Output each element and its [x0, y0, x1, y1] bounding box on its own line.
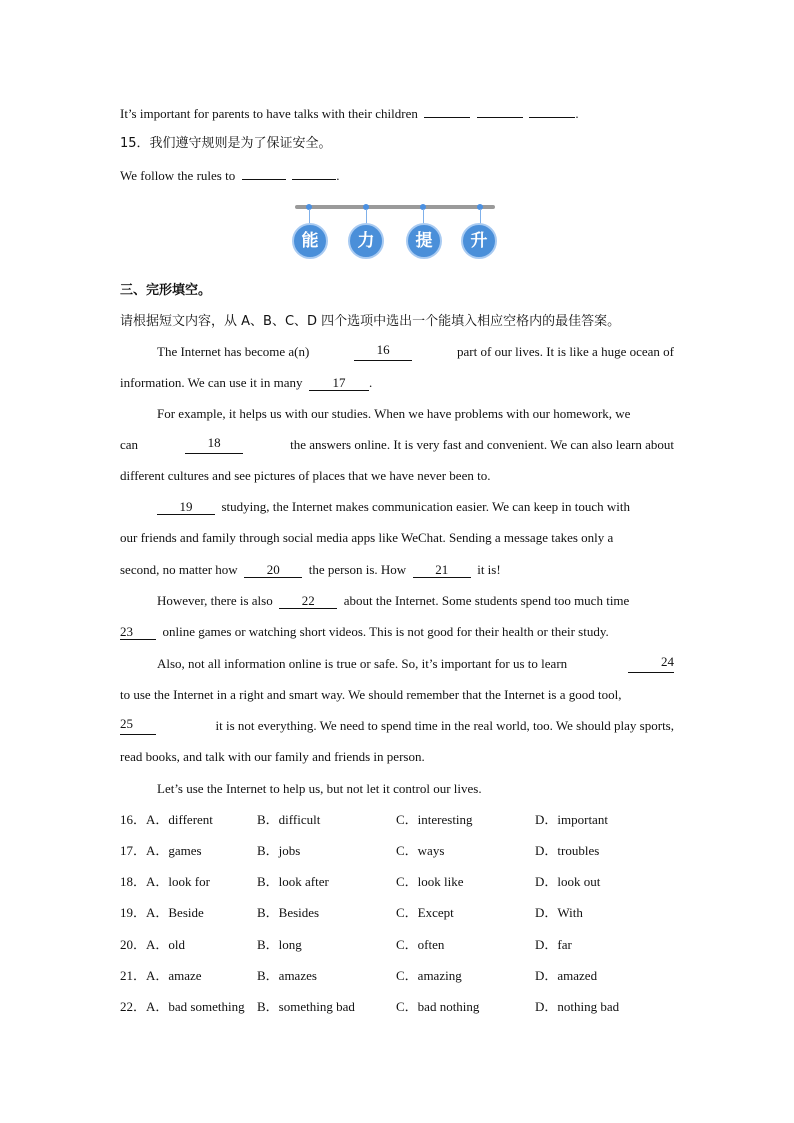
- passage-text: it is not everything. We need to spend time in the real world, too. We should play sports,: [215, 718, 674, 733]
- option-a: A．old: [146, 937, 186, 952]
- answer-blank: [292, 166, 336, 180]
- passage-line: [157, 343, 674, 361]
- option-a: A．look for: [146, 874, 210, 889]
- option-row: [120, 967, 680, 985]
- blank-21: 21: [413, 563, 471, 578]
- passage-text: part of our lives. It is like a huge ocean of: [457, 344, 674, 359]
- option-b: B．jobs: [257, 843, 301, 858]
- answer-blank: [242, 166, 286, 180]
- option-row: [120, 904, 680, 922]
- passage-text: The Internet has become a(n): [157, 344, 310, 359]
- option-b: B．difficult: [257, 812, 321, 827]
- option-d: D．look out: [535, 874, 601, 889]
- passage-text: Also, not all information online is true or safe. So, it’s important for us to learn: [157, 656, 568, 671]
- answer-blank: [477, 104, 523, 118]
- passage-line: Let’s use the Internet to help us, but not let it control our lives.: [157, 781, 482, 796]
- passage-line: read books, and talk with our family and friends in person.: [120, 749, 425, 764]
- blank-17: 17: [309, 376, 369, 391]
- passage-text: second, no matter how: [120, 562, 238, 577]
- passage-text: it is!: [477, 562, 501, 577]
- passage-text: studying, the Internet makes communication easier. We can keep in touch with: [221, 499, 630, 514]
- ability-banner: [295, 203, 497, 263]
- option-b: B．amazes: [257, 968, 317, 983]
- option-c: C．interesting: [396, 812, 473, 827]
- option-d: D．important: [535, 812, 608, 827]
- option-c: C．bad nothing: [396, 999, 480, 1014]
- option-d: D．With: [535, 905, 583, 920]
- passage-line: [120, 717, 674, 735]
- option-row: [120, 811, 680, 829]
- banner-char: 升: [461, 223, 497, 259]
- sentence-text: It’s important for parents to have talks with their children: [120, 106, 418, 121]
- passage-text: can: [120, 437, 139, 452]
- blank-19: 19: [157, 500, 215, 515]
- answer-blank: [424, 104, 470, 118]
- option-c: C．often: [396, 937, 445, 952]
- option-c: C．look like: [396, 874, 464, 889]
- sentence-line: It’s important for parents to have talks with their children .: [120, 106, 579, 121]
- passage-line: [120, 436, 674, 454]
- passage-line: For example, it helps us with our studies. When we have problems with our homework, we: [157, 406, 631, 421]
- banner-bar: [295, 205, 495, 209]
- blank-24: 24: [628, 655, 674, 673]
- option-a: A．games: [146, 843, 202, 858]
- banner-char: 力: [348, 223, 384, 259]
- option-c: C．Except: [396, 905, 454, 920]
- option-b: B．something bad: [257, 999, 355, 1014]
- passage-line: different cultures and see pictures of places that we have never been to.: [120, 468, 491, 483]
- passage-text: our friends and family through social media apps like WeChat. Sending a message takes only a: [120, 530, 614, 545]
- option-row: [120, 873, 680, 891]
- blank-16: 16: [354, 343, 412, 361]
- option-a: A．Beside: [146, 905, 204, 920]
- sentence-line: We follow the rules to .: [120, 168, 340, 183]
- passage-line: [120, 561, 501, 579]
- option-number: 22．: [120, 999, 147, 1014]
- option-a: A．amaze: [146, 968, 202, 983]
- option-row: [120, 842, 680, 860]
- passage-text: the answers online. It is very fast and convenient. We can also learn about: [290, 437, 674, 452]
- passage-line: [157, 592, 629, 610]
- passage-text: about the Internet. Some students spend too much time: [343, 593, 630, 608]
- sentence-text: We follow the rules to: [120, 168, 236, 183]
- option-c: C．ways: [396, 843, 445, 858]
- option-b: B．long: [257, 937, 302, 952]
- passage-line: [157, 655, 674, 673]
- option-number: 19．: [120, 905, 147, 920]
- passage-text: online games or watching short videos. This is not good for their health or their study.: [162, 624, 609, 639]
- passage-line: to use the Internet in a right and smart way. We should remember that the Internet is a good tool,: [120, 687, 622, 702]
- section-title: 三、完形填空。: [120, 283, 212, 298]
- blank-25: 25: [120, 717, 156, 735]
- blank-23: 23: [120, 625, 156, 640]
- option-number: 16．: [120, 812, 147, 827]
- option-d: D．troubles: [535, 843, 600, 858]
- option-row: [120, 998, 680, 1016]
- answer-blank: [529, 104, 575, 118]
- option-c: C．amazing: [396, 968, 462, 983]
- option-a: A．bad something: [146, 999, 245, 1014]
- option-number: 20．: [120, 937, 147, 952]
- question-15: 15．我们遵守规则是为了保证安全。: [120, 136, 332, 151]
- blank-20: 20: [244, 563, 302, 578]
- passage-line: [120, 623, 609, 641]
- option-d: D．nothing bad: [535, 999, 620, 1014]
- option-number: 18．: [120, 874, 147, 889]
- option-number: 21．: [120, 968, 147, 983]
- option-d: D．amazed: [535, 968, 598, 983]
- blank-22: 22: [279, 594, 337, 609]
- option-a: A．different: [146, 812, 213, 827]
- passage-text: the person is. How: [308, 562, 407, 577]
- option-b: B．Besides: [257, 905, 320, 920]
- option-number: 17．: [120, 843, 147, 858]
- option-row: [120, 936, 680, 954]
- passage-line: [120, 529, 674, 547]
- passage-line: information. We can use it in many 17 .: [120, 375, 373, 390]
- banner-char: 提: [406, 223, 442, 259]
- option-b: B．look after: [257, 874, 329, 889]
- instructions: 请根据短文内容，从 A、B、C、D 四个选项中选出一个能填入相应空格内的最佳答案。: [120, 314, 621, 329]
- passage-text: information. We can use it in many: [120, 375, 303, 390]
- option-d: D．far: [535, 937, 572, 952]
- passage-line: [157, 498, 630, 516]
- banner-char: 能: [292, 223, 328, 259]
- blank-18: 18: [185, 436, 243, 454]
- passage-text: However, there is also: [157, 593, 273, 608]
